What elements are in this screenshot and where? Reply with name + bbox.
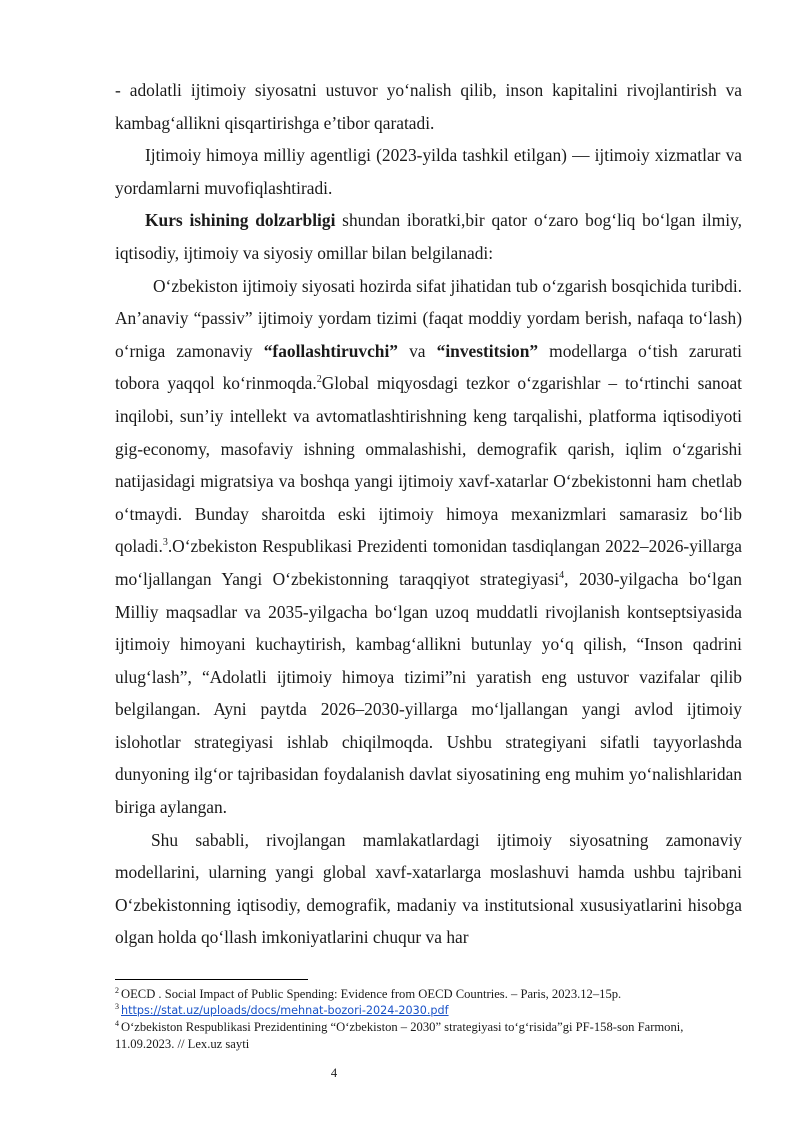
footnote-text: OECD . Social Impact of Public Spending: Evidence from OECD Countries. – Paris, 2023.12–15p. <box>121 987 622 1001</box>
paragraph-3 <box>115 204 742 269</box>
paragraph-4 <box>115 270 742 824</box>
footnote-number: 3 <box>115 1002 119 1012</box>
footnotes <box>115 986 742 1052</box>
paragraph-4-part-e: .O‘zbekiston Respublikasi Prezidenti tomonidan tasdiqlangan 2022–2026-yillarga mo‘ljallangan Yangi O‘zbekistonning taraqqiyot strategiyasi <box>115 536 742 589</box>
footnote-separator <box>115 979 308 980</box>
footnote-4 <box>115 1019 742 1051</box>
footnote-number: 4 <box>115 1019 119 1029</box>
footnote-2 <box>115 986 742 1002</box>
footnote-number: 2 <box>115 985 119 995</box>
paragraph-4-part-c: modellarga o‘tish zarurati tobora yaqqol ko‘rinmoqda. <box>115 340 742 394</box>
term-activating: “faollashtiruvchi” <box>263 340 399 361</box>
term-investment: “investitsion” <box>436 340 539 361</box>
footnote-ref-4[interactable]: 4 <box>559 570 565 582</box>
paragraph-4-part-d: Global miqyosdagi tezkor o‘zgarishlar – to‘rtinchi sanoat inqilobi, sun’iy intellekt va avtomatlashtirishning keng tarqalishi, platforma iqtisodiyoti gig-economy, masofaviy ishning ommalashishi, demografik qarish, iqlim o‘zgarishi natijasidagi migratsiya va boshqa yangi ijtimoiy xavf-xatarlar O‘zbekistonni ham chetlab o‘tmaydi. Bunday sharoitda eski ijtimoiy himoya mexanizmlari samarasiz bo‘lib qoladi. <box>115 373 742 557</box>
paragraph-3-text: shundan iboratki,bir qator o‘zaro bog‘liq bo‘lgan ilmiy, iqtisodiy, ijtimoiy va siyosiy omillar bilan belgilanadi: <box>115 210 742 263</box>
footnote-3 <box>115 1002 742 1019</box>
paragraph-2: Ijtimoiy himoya milliy agentligi (2023-yilda tashkil etilgan) — ijtimoiy xizmatlar va yordamlarni muvofiqlashtiradi. <box>115 145 742 198</box>
paragraph-5: Shu sababli, rivojlangan mamlakatlardagi ijtimoiy siyosatning zamonaviy modellarini, ularning yangi global xavf-xatarlarga moslashuvi hamda ushbu tajribani O‘zbekistonning iqtisodiy, demografik, madaniy va institutsional xususiyatlarini hisobga olgan holda qo‘llash imkoniyatlarini chuqur va har <box>115 829 742 948</box>
footnote-ref-2[interactable]: 2 <box>316 374 322 386</box>
paragraph-4-part-a: O‘zbekiston ijtimoiy siyosati hozirda sifat jihatidan tub o‘zgarish bosqichida turibdi. An’anaviy “passiv” ijtimoiy yordam tizimi (faqat moddiy yordam berish, nafaqa to‘lash) o‘rniga zamonaviy <box>115 275 742 361</box>
paragraph-4-part-f: , 2030-yilgacha bo‘lgan Milliy maqsadlar va 2035-yilgacha bo‘lgan uzoq muddatli rivojlanish kontseptsiyasida ijtimoiy himoyani kuchaytirish, kambag‘allikni butunlay yo‘q qilish, “Inson qadrini ulug‘lash”, “Adolatli ijtimoiy himoya tizimi”ni yaratish eng ustuvor vazifalar qilib belgilangan. Ayni paytda 2026–2030-yillarga mo‘ljallangan yangi avlod ijtimoiy islohotlar strategiyasi ishlab chiqilmoqda. Ushbu strategiyani sifatli tayyorlashda dunyoning ilg‘or tajribasidan foydalanish davlat siyosatining eng muhim yo‘nalishlaridan biriga aylangan. <box>115 568 742 818</box>
footnote-text: O‘zbekiston Respublikasi Prezidentining “O‘zbekiston – 2030” strategiyasi to‘g‘risida”gi PF-158-son Farmoni, 11.09.2023. // Lex.uz sayti <box>115 1020 684 1051</box>
paragraph-1: - adolatli ijtimoiy siyosatni ustuvor yo‘nalish qilib, inson kapitalini rivojlantirish va kambag‘allikni qisqartirishga e’tibor qaratadi. <box>115 80 742 133</box>
main-text <box>115 74 742 954</box>
footnote-ref-3[interactable]: 3 <box>162 537 168 549</box>
relevance-heading: Kurs ishining dolzarbligi <box>145 210 336 231</box>
page-number: 4 <box>330 1066 338 1080</box>
paragraph-4-conjunction: va <box>398 340 437 361</box>
footnote-link[interactable]: https://stat.uz/uploads/docs/mehnat-bozori-2024-2030.pdf <box>121 1004 449 1018</box>
